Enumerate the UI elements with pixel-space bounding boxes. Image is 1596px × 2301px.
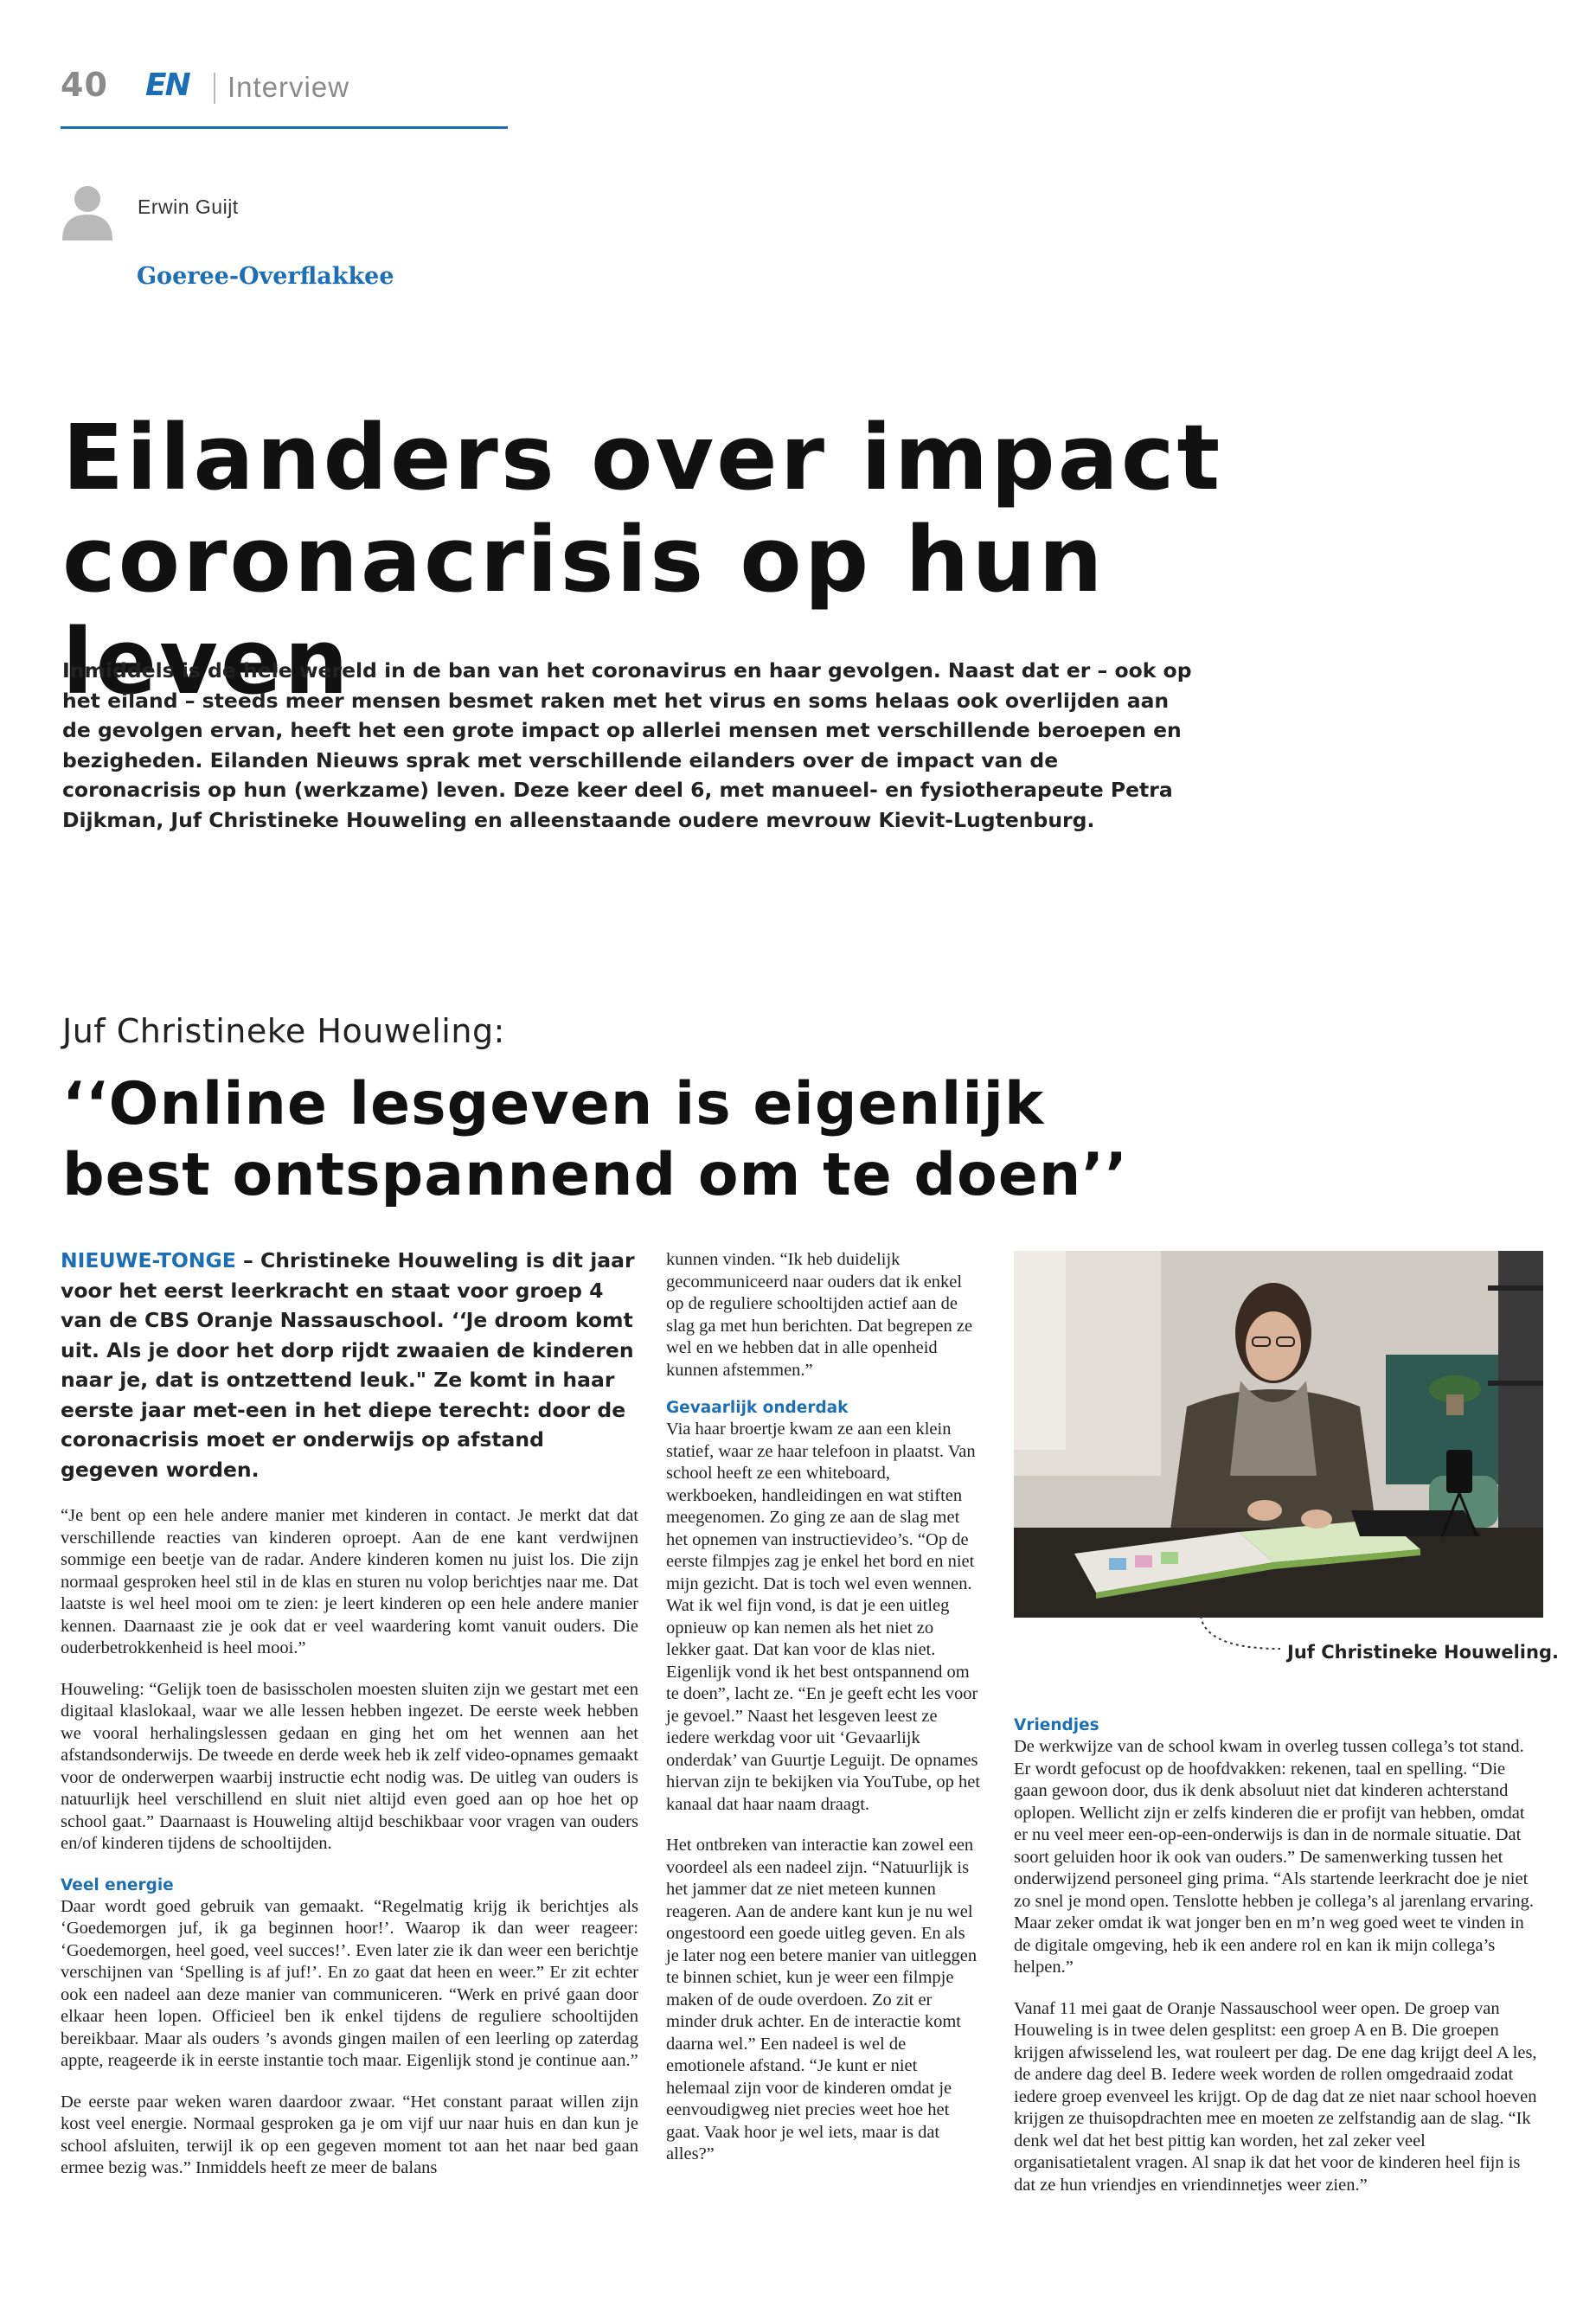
column-2 [666,1249,981,2166]
caption-pointer [1197,1614,1284,1657]
body-paragraph: De werkwijze van de school kwam in overleg tussen collega’s tot stand. Er wordt gefocust op de hoofdvakken: rekenen, taal en spelling. “Die gaan gewoon door, dus ik denk absoluut niet dat kinderen achterstand oplopen. Wellicht zijn er zelfs kinderen die er profijt van hebben, omdat er nu veel meer een-op-een-onderwijs is dan in de normale situatie. Dat soort geluiden hoor ik ook van ouders.” De samenwerking tussen het onderwijzend personeel ging prima. “Als startende leerkracht doe je niet zo snel je mond open. Tenslotte hebben je collega’s al jarenlang ervaring. Maar zeker omdat ik wat jonger ben en m’n weg goed weet te vinden in de digitale omgeving, heb ik een andere rol en kan ik mijn collega’s helpen.” [1014,1737,1535,1977]
interviewee-name: Juf Christineke Houweling: [62,1012,505,1050]
page-number: 40 [61,66,108,104]
body-paragraph: Via haar broertje kwam ze aan een klein statief, waar ze haar telefoon in plaatst. Van school heeft ze een whiteboard, werkboeken, handleidingen en wat stiften meegenomen. Zo ging ze aan de slag met het opnemen van instructievideo’s. “Op de eerste filmpjes zag je enkel het bord en niet mijn gezicht. Dat is toch wel even wennen. Wat ik wel fijn vond, is dat je een uitleg opnieuw op kan nemen als het niet zo lekker gaat. Dat kan voor de klas niet. Eigenlijk vond ik het best ontspannend om te doen”, lacht ze. “En je geeft echt les voor je gevoel.” Naast het lesgeven leest ze iedere werkdag voor uit ‘Gevaarlijk onderdak’ van Guurtje Leguijt. De opnames hiervan zijn te bekijken via YouTube, op het kanaal dat haar naam draagt. [666,1420,981,1814]
intro-text: – Christineke Houweling is dit jaar voor het eerst leerkracht en staat voor groep 4 van de CBS Oranje Nassauschool. ‘‘Je droom komt uit. Als je door het dorp rijdt zwaaien de kinderen naar je, dat is ontzettend leuk." Ze komt in haar eerste jaar met-een in het diepe terecht: door de coronacrisis moet er onderwijs op afstand gegeven worden. [61,1248,635,1482]
quote-headline: ‘‘Online lesgeven is eigenlijk best ontspannend om te doen’’ [62,1070,1128,1209]
body-paragraph: Vanaf 11 mei gaat de Oranje Nassauschool weer open. De groep van Houweling is in twee delen gesplitst: een groep A en B. Die groepen krijgen afwisselend les, wat rouleert per dag. De ene dag krijgt deel A les, de andere dag deel B. Iedere week worden de rollen omgedraaid zodat iedere groep evenveel les krijgt. Op de dag dat ze niet naar school hoeven krijgen ze thuisopdrachten mee en moeten ze zelfstandig aan de slag. “Ik denk wel dat het best pittig kan worden, het zal zeker veel organisatietalent vragen. Al snap ik dat het voor de kinderen heel fijn is dat ze hun vriendjes en vriendinnetjes weer zien.” [1014,1998,1537,2195]
portrait-photo [1014,1251,1543,1618]
region-tag: Goeree-Overflakkee [137,263,394,290]
body-paragraph: Houweling: “Gelijk toen de basisscholen moesten sluiten zijn we gestart met een digitaal klaslokaal, waar we alle lessen hebben ingezet. De eerste week hebben we vooral herhalingslessen gedaan en ging het om het wennen aan het afstandsonderwijs. De tweede en derde week heb ik zelf video-opnames gemaakt voor de onderwerpen waarbij instructie echt nodig was. De uitleg van ouders is natuurlijk heel verschillend en sluit niet altijd even goed aan op hoe het op school gaat.” Daarnaast is Houweling altijd beschikbaar voor vragen van ouders en/of kinderen tijdens de schooltijden. [61,1679,638,1853]
subheading: Gevaarlijk onderdak [666,1399,849,1417]
intro-paragraph [61,1246,638,1484]
column-1 [61,1246,638,2180]
body-paragraph: Het ontbreken van interactie kan zowel een voordeel als een nadeel zijn. “Natuurlijk is het jammer dat ze niet meteen kunnen reageren. Aan de andere kant kun je nu wel ongestoord een goede uitleg geven. En als je later nog een betere manier van uitleggen te binnen schiet, kun je weer een filmpje maken of de oude overdoen. Zo zit er minder druk achter. En de interactie komt daarna wel.” Een nadeel is wel de emotionele afstand. “Je kunt er niet helemaal zijn voor de kinderen omdat je eenvoudigweg niet precies weet hoe het gaat. Vaak hoor je wel iets, maar is dat alles?” [666,1836,977,2163]
photo-caption: Juf Christineke Houweling. [1287,1642,1559,1663]
dateline: NIEUWE-TONGE [61,1248,236,1272]
body-paragraph: Daar wordt goed gebruik van gemaakt. “Regelmatig krijg ik berichtjes als ‘Goedemorgen juf, ik ga beginnen hoor!’. Waarop ik dan weer reageer: ‘Goedemorgen, heel goed, veel succes!’. Even later zie ik dan weer een berichtje verschijnen van ‘Spelling is af juf!’. En zo gaat dat heen en weer.” Er zit echter ook een nadeel aan deze manier van communiceren. “Werk en privé gaan door elkaar heen lopen. Officieel ben ik enkel tijdens de reguliere schooltijden bereikbaar. Maar als ouders ’s avonds gingen mailen of een leerling op zaterdag appte, reageerde ik in eerste instantie toch maar. Eigenlijk stond je continue aan.” [61,1896,638,2070]
en-logo: EN [145,67,189,103]
body-paragraph: kunnen vinden. “Ik heb duidelijk gecommuniceerd naar ouders dat ik enkel op de reguliere schooltijden actief aan de slag ga met hun berichten. Dat begrepen ze wel en we hebben dat in alle openheid kunnen afstemmen.” [666,1250,973,1380]
subheading: Veel energie [61,1875,174,1894]
header-rule [61,126,508,129]
person-icon [61,183,114,240]
section-label: Interview [228,71,350,103]
subheading: Vriendjes [1014,1716,1099,1734]
article-title: Eilanders over impact coronacrisis op hun leven [62,405,1223,715]
body-paragraph: De eerste paar weken waren daardoor zwaar. “Het constant paraat willen zijn kost veel energie. Normaal gesproken ga je om vijf uur naar huis en dan kun je school afsluiten, terwijl ik op een gegeven moment tot aan het naar bed gaan ermee bezig was.” Inmiddels heeft ze meer de balans [61,2092,638,2177]
article-lead: Inmiddels is de hele wereld in de ban van het coronavirus en haar gevolgen. Naast dat er – ook op het eiland – steeds meer mensen besmet raken met het virus en soms helaas ook overlijden aan de gevolgen ervan, heeft het een grote impact op allerlei mensen met verschillende beroepen en bezigheden. Eilanden Nieuws sprak met verschillende eilanders over de impact van de coronacrisis op hun (werkzame) leven. Deze keer deel 6, met manueel- en fysiotherapeute Petra Dijkman, Juf Christineke Houweling en alleenstaande oudere mevrouw Kievit-Lugtenburg. [62,658,1192,832]
header-divider [214,73,215,104]
column-3 [1014,1715,1537,2196]
author-name: Erwin Guijt [138,195,239,218]
body-paragraph: “Je bent op een hele andere manier met kinderen in contact. Je merkt dat dat verschillende reacties van kinderen oproept. Aan de ene kant verdwijnen sommige een beetje van de radar. Andere kinderen komen nu juist los. Die zijn normaal gesproken heel stil in de klas en sturen nu volop berichtjes naar me. Dat laatste is wel heel mooi om te zien: je leert kinderen op een hele andere manier kennen. Daarnaast zie je ook dat er veel waardering komt vanuit ouders. Die ouderbetrokkenheid is heel mooi.” [61,1506,638,1657]
